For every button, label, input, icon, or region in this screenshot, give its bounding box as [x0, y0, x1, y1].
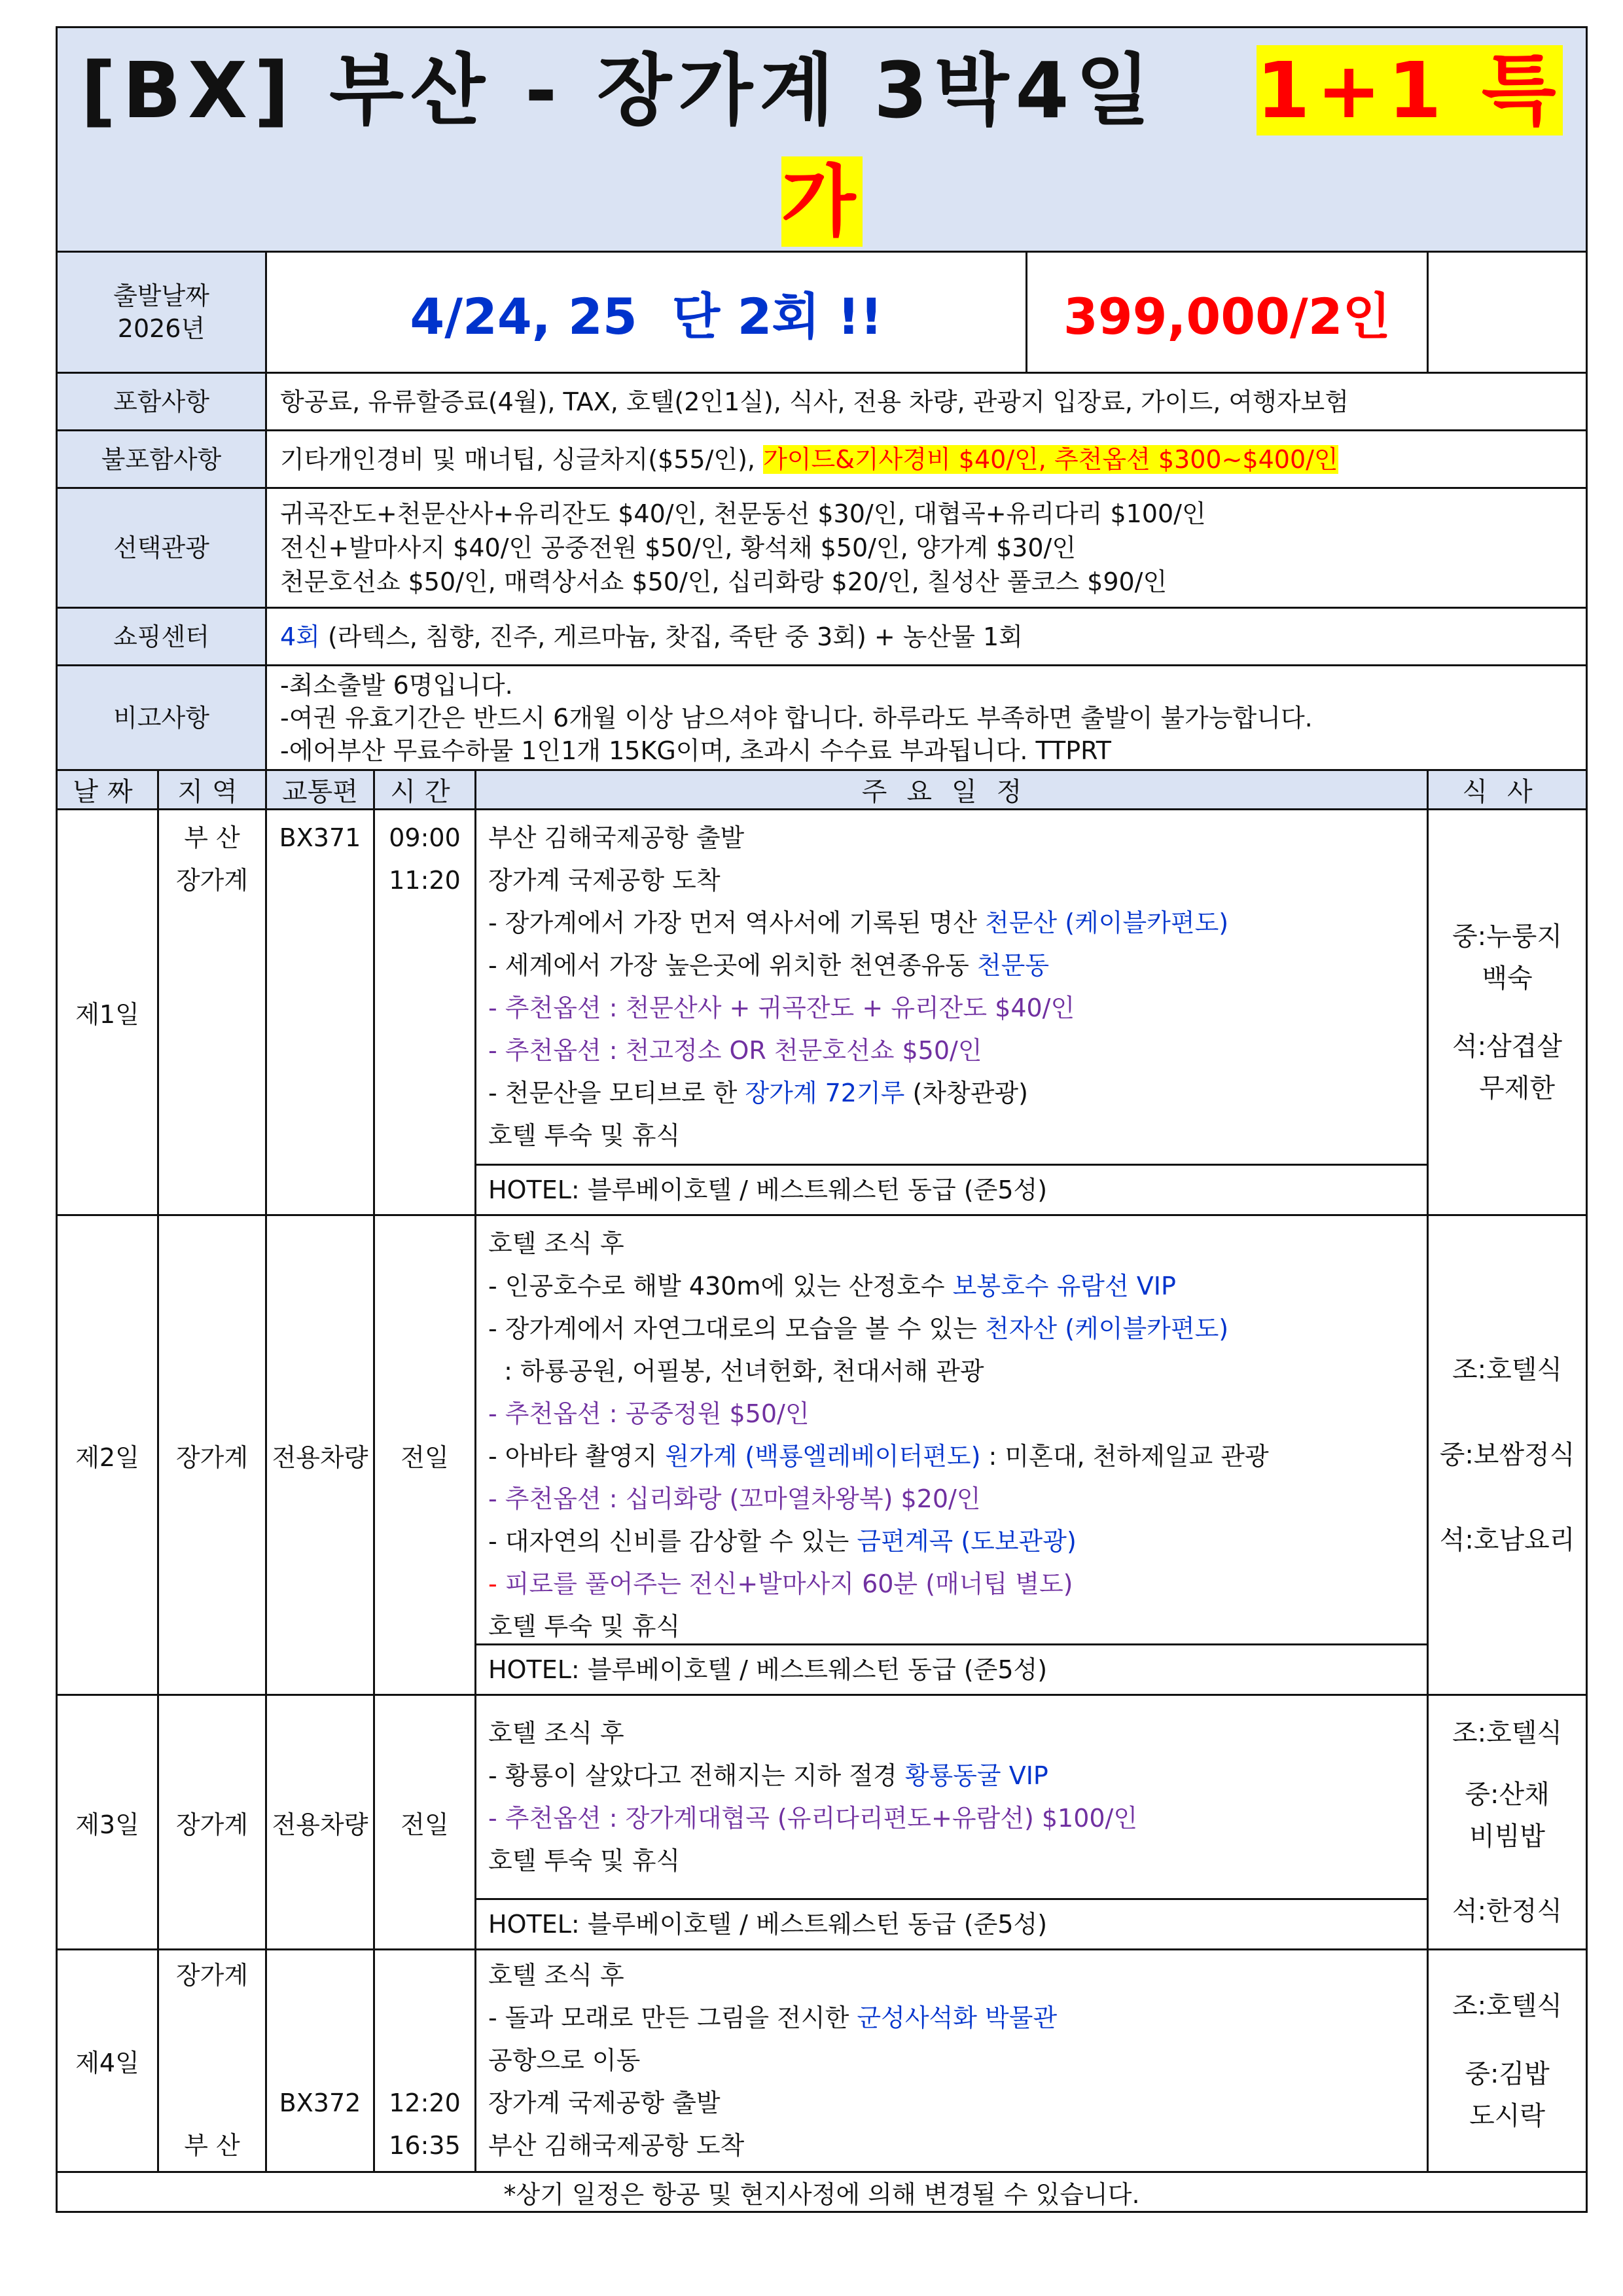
col-time: 시간: [374, 770, 476, 810]
optional-text: 귀곡잔도+천문산사+유리잔도 $40/인, 천문동선 $30/인, 대협곡+유리다리 $100/인 전신+발마사지 $40/인 공중전원 $50/인, 황석채 $50/인, 양가계 $30/인 천문호선쇼 $50/인, 매력상서쇼 $50/인, 십리화랑 $20/인, 칠성산 풀코스 $90/인: [266, 488, 1587, 608]
col-meal: 식사: [1428, 770, 1587, 810]
day4-meal: 조:호텔식 중:김밥 도시락: [1428, 1950, 1587, 2172]
tour-price: 399,000/2인: [1063, 287, 1391, 346]
itinerary-sheet: [56, 26, 1586, 2213]
col-schedule: 주요일정: [476, 770, 1428, 810]
day1-label: 제1일: [57, 810, 158, 1215]
day1-hotel: HOTEL: 블루베이호텔 / 베스트웨스턴 동급 (준5성): [476, 1164, 1427, 1214]
day1-time: 09:00 11:20: [374, 810, 476, 1215]
shopping-label: 쇼핑센터: [57, 608, 266, 666]
remarks-text: -최소출발 6명입니다. -여권 유효기간은 반드시 6개월 이상 남으셔야 합니다. 하루라도 부족하면 출발이 불가능합니다. -에어부산 무료수하물 1인1개 15KG이며, 초과시 수수료 부과됩니다. TTPRT: [266, 666, 1587, 770]
day2-region: 장가계: [158, 1215, 266, 1695]
footer-note: *상기 일정은 항공 및 현지사정에 의해 변경될 수 있습니다.: [57, 2172, 1587, 2212]
day4-region: 장가계 부 산: [158, 1950, 266, 2172]
day3-meal: 조:호텔식 중:산채 비빔밥 석:한정식: [1428, 1695, 1587, 1950]
day4-row: [57, 1950, 1587, 2172]
day2-meal: 조:호텔식 중:보쌈정식 석:호남요리: [1428, 1215, 1587, 1695]
excluded-text: 기타개인경비 및 매너팁, 싱글차지($55/인), 가이드&기사경비 $40/인, 추천옵션 $300~$400/인: [266, 431, 1587, 488]
page-title: [57, 27, 1587, 252]
day2-schedule: 호텔 조식 후 - 인공호수로 해발 430m에 있는 산정호수 보봉호수 유람선 VIP - 장가계에서 자연그대로의 모습을 볼 수 있는 천자산 (케이블카편도) : 하룡공원, 어필봉, 선녀헌화, 천대서해 관광 - 추천옵션 : 공중정원 $50/인 - 아바타 촬영지 원가계 (백룡엘레베이터편도) : 미혼대, 천하제일교 관광 - 추천옵션 : 십리화랑 (꼬마열차왕복) $20/인 - 대자연의 신비를 감상할 수 있는 금편계곡 (도보관광) - 피로를 풀어주는 전신+발마사지 60분 (매너팁 별도) 호텔 투숙 및 휴식 HOTEL: 블루베이호텔 / 베스트웨스턴 동급 (준5성): [476, 1215, 1428, 1695]
day4-label: 제4일: [57, 1950, 158, 2172]
day1-schedule: 부산 김해국제공항 출발 장가계 국제공항 도착 - 장가계에서 가장 먼저 역사서에 기록된 명산 천문산 (케이블카편도) - 세계에서 가장 높은곳에 위치한 천연종유동 천문동 - 추천옵션 : 천문산사 + 귀곡잔도 + 유리잔도 $40/인 - 추천옵션 : 천고정소 OR 천문호선쇼 $50/인 - 천문산을 모티브로 한 장가계 72기루 (차창관광) 호텔 투숙 및 휴식 HOTEL: 블루베이호텔 / 베스트웨스턴 동급 (준5성): [476, 810, 1428, 1215]
col-transport: 교통편: [266, 770, 374, 810]
day1-transport: BX371: [266, 810, 374, 1215]
optional-label: 선택관광: [57, 488, 266, 608]
title-main: [BX] 부산 - 장가계 3박4일: [80, 45, 1157, 135]
day3-row: [57, 1695, 1587, 1950]
itinerary-table: [56, 26, 1588, 2213]
day3-label: 제3일: [57, 1695, 158, 1950]
day4-schedule: 호텔 조식 후 - 돌과 모래로 만든 그림을 전시한 군성사석화 박물관 공항으로 이동 장가계 국제공항 출발 부산 김해국제공항 도착: [476, 1950, 1428, 2172]
day1-row: [57, 810, 1587, 1215]
departure-row: [266, 252, 1428, 373]
day3-transport: 전용차량: [266, 1695, 374, 1950]
remarks-label: 비고사항: [57, 666, 266, 770]
day3-schedule: 호텔 조식 후 - 황룡이 살았다고 전해지는 지하 절경 황룡동굴 VIP - 추천옵션 : 장가계대협곡 (유리다리편도+유람선) $100/인 호텔 투숙 및 휴식 HOTEL: 블루베이호텔 / 베스트웨스턴 동급 (준5성): [476, 1695, 1428, 1950]
excluded-highlight: 가이드&기사경비 $40/인, 추천옵션 $300~$400/인: [763, 444, 1338, 474]
title-highlight: 1+1 특가: [781, 45, 1563, 247]
day4-time: 12:20 16:35: [374, 1950, 476, 2172]
day3-region: 장가계: [158, 1695, 266, 1950]
day3-time: 전일: [374, 1695, 476, 1950]
day2-label: 제2일: [57, 1215, 158, 1695]
excluded-label: 불포함사항: [57, 431, 266, 488]
shopping-text: 4회 (라텍스, 침향, 진주, 게르마늄, 찻집, 죽탄 중 3회) + 농산물 1회: [266, 608, 1587, 666]
day2-row: [57, 1215, 1587, 1695]
col-region: 지역: [158, 770, 266, 810]
included-text: 항공료, 유류할증료(4월), TAX, 호텔(2인1실), 식사, 전용 차량, 관광지 입장료, 가이드, 여행자보험: [266, 373, 1587, 431]
departure-dates: 4/24, 25 단 2회 !!: [267, 253, 1027, 372]
col-date: 날짜: [57, 770, 158, 810]
day4-transport: BX372: [266, 1950, 374, 2172]
day2-transport: 전용차량: [266, 1215, 374, 1695]
day1-meal: 중:누룽지 백숙 석:삼겹살 무제한: [1428, 810, 1587, 1215]
day3-hotel: HOTEL: 블루베이호텔 / 베스트웨스턴 동급 (준5성): [476, 1898, 1427, 1948]
day1-region: 부 산 장가계: [158, 810, 266, 1215]
price-cell-end: [1428, 252, 1587, 373]
included-label: 포함사항: [57, 373, 266, 431]
day2-hotel: HOTEL: 블루베이호텔 / 베스트웨스턴 동급 (준5성): [476, 1643, 1427, 1694]
departure-label: 출발날짜 2026년: [57, 252, 266, 373]
day2-time: 전일: [374, 1215, 476, 1695]
